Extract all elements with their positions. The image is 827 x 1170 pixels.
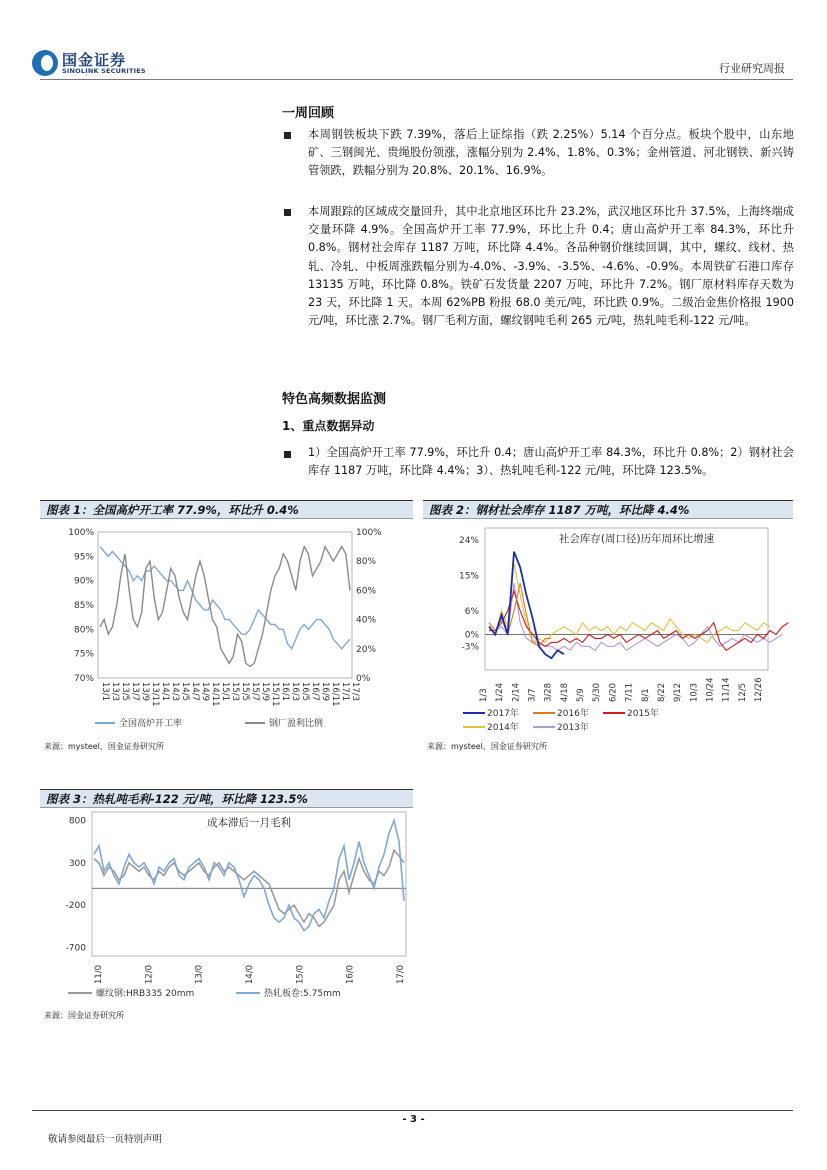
legend-label: 全国高炉开工率 (119, 719, 183, 729)
review-paragraph-2: 本周跟踪的区域成交量回升，其中北京地区环比升 23.2%，武汉地区环比升 37.5%，上海终端成交量环降 4.9%。全国高炉开工率 77.9%，环比上升 0.4；唐山高炉开工率 84.3%，环比升 0.8%。钢材社会库存 1187 万吨，环比降 4.4%。各品种钢价继续回调，其中，螺纹、线材、热轧、冷轧、中板周涨跌幅分别为-4.0%、-3.9%、-3.5%、-4.6%、-0.9%。本周铁矿石港口库存 13135 万吨，环比降 0.8%。铁矿石发货量 2207 万吨，环比升 7.2%。钢厂原材料库存天数为 23 天，环比降 1 天。本周 62%PB 粉报 68.0 美元/吨，环比跌 0.9%。二级冶金焦价格报 1900 元/吨，环比涨 2.7%。钢厂毛利方面，螺纹钢吨毛利 265 元/吨，热轧吨毛利-122 元/吨。 (308, 205, 794, 328)
legend-label: 2014年 (487, 723, 519, 733)
y-left-tick-label: 80% (73, 625, 94, 636)
y-right-tick-label: 100% (356, 528, 382, 538)
x-tick-label: 1/24 (495, 682, 506, 702)
company-name-en: SINOLINK SECURITIES (62, 67, 146, 75)
x-tick-label: 14/11 (210, 682, 220, 707)
x-tick-label: 17/3 (350, 682, 360, 702)
y-tick-label: 6% (464, 606, 479, 617)
x-tick-label: 15/5 (240, 682, 250, 702)
figure-3-title-bar (40, 789, 413, 808)
x-tick-label: 15/3 (230, 682, 240, 702)
x-tick-label: 13/0 (194, 964, 205, 984)
figure-2-title-bar (423, 500, 793, 519)
x-tick-label: 16/11 (330, 682, 340, 707)
x-tick-label: 13/7 (130, 682, 140, 702)
report-type-label: 行业研究周报 (719, 62, 785, 75)
x-tick-label: 17/0 (396, 964, 406, 984)
x-tick-label: 16/3 (290, 682, 300, 702)
x-tick-label: 14/0 (245, 964, 255, 984)
figure-1-title: 图表 1：全国高炉开工率 77.9%，环比升 0.4% (46, 503, 299, 517)
y-left-tick-label: 85% (73, 601, 94, 611)
x-tick-label: 3/7 (527, 688, 538, 702)
x-tick-label: 5/9 (576, 688, 587, 702)
y-right-tick-label: 20% (356, 644, 377, 655)
x-tick-label: 9/12 (673, 682, 684, 702)
review-paragraph-1: 本周钢铁板块下跌 7.39%，落后上证综指（跌 2.25%）5.14 个百分点。板块个股中，山东地矿、三钢闽光、贵绳股份领涨，涨幅分别为 2.4%、1.8%、0.3%；金州管道、河北钢铁、新兴铸管领跌，跌幅分别为 20.8%、20.1%、16.9%。 (308, 128, 794, 178)
x-tick-label: 14/9 (200, 682, 210, 702)
x-tick-label: 13/11 (150, 682, 160, 707)
x-tick-label: 12/5 (737, 682, 748, 702)
y-tick-label: 15% (458, 571, 479, 582)
bullet-icon (284, 132, 291, 139)
legend-label: 钢厂盈利比例 (269, 719, 324, 729)
y-tick-label: 0% (464, 630, 479, 641)
legend-label: 2015年 (627, 709, 659, 719)
legend-label: 2016年 (557, 709, 589, 719)
x-tick-label: 17/1 (340, 682, 350, 702)
x-tick-label: 16/7 (310, 682, 320, 702)
x-tick-label: 14/3 (170, 682, 180, 702)
x-tick-label: 13/3 (110, 682, 120, 702)
x-tick-label: 14/5 (180, 682, 190, 702)
x-tick-label: 13/9 (140, 682, 150, 702)
chart-title: 成本滞后一月毛利 (207, 817, 291, 829)
x-tick-label: 16/5 (300, 682, 310, 702)
section-title-weekly-review: 一周回顾 (282, 106, 335, 121)
y-left-tick-label: 70% (73, 674, 94, 684)
y-left-tick-label: 95% (73, 552, 94, 563)
figure-1-chart (40, 520, 413, 735)
chart-title: 社会库存(周口径)历年周环比增速 (558, 533, 715, 545)
x-tick-label: 13/1 (100, 682, 110, 702)
legend-label: 2013年 (557, 723, 589, 733)
x-tick-label: 11/14 (721, 677, 732, 702)
figure-1-title-bar (40, 500, 413, 519)
figure-3-title: 图表 3：热轧吨毛利-122 元/吨，环比降 123.5% (46, 792, 308, 806)
x-tick-label: 16/1 (280, 682, 290, 702)
y-left-tick-label: 100% (68, 528, 94, 538)
x-tick-label: 6/20 (608, 682, 619, 702)
x-tick-label: 16/9 (320, 682, 330, 702)
y-tick-label: 24% (458, 535, 479, 546)
x-tick-label: 15/9 (260, 682, 270, 702)
x-tick-label: 12/0 (144, 964, 155, 984)
x-tick-label: 16/0 (345, 964, 356, 984)
y-tick-label: 300 (68, 858, 86, 869)
figure-3-chart (40, 808, 413, 1006)
y-tick-label: 800 (68, 816, 86, 827)
header-divider (40, 79, 793, 80)
figure-2-source: 来源：mysteel、国金证券研究所 (427, 742, 547, 751)
x-tick-label: 4/18 (559, 682, 570, 702)
y-right-tick-label: 60% (356, 586, 377, 597)
x-tick-label: 5/30 (592, 682, 603, 702)
page-number: - 3 - (402, 1114, 425, 1125)
y-tick-label: -3% (461, 642, 479, 653)
legend-label: 2017年 (487, 709, 519, 719)
y-right-tick-label: 40% (356, 615, 377, 626)
x-tick-label: 15/1 (220, 682, 230, 702)
x-tick-label: 12/26 (754, 677, 764, 702)
x-tick-label: 15/7 (250, 682, 260, 702)
footer-divider (32, 1110, 793, 1111)
figure-2-title: 图表 2：钢材社会库存 1187 万吨，环比降 4.4% (429, 503, 690, 517)
figure-2-chart (423, 520, 793, 735)
y-left-tick-label: 90% (73, 576, 94, 587)
x-tick-label: 11/0 (94, 964, 104, 984)
legend-label: 螺纹钢:HRB335 20mm (96, 989, 195, 999)
y-right-tick-label: 80% (356, 557, 377, 568)
y-left-tick-label: 75% (73, 649, 94, 660)
x-tick-label: 10/3 (689, 682, 700, 702)
x-tick-label: 1/3 (479, 688, 489, 702)
disclaimer-note: 敬请参阅最后一页特别声明 (48, 1134, 163, 1145)
monitor-paragraph: 1）全国高炉开工率 77.9%，环比升 0.4；唐山高炉开工率 84.3%，环比升 0.8%；2）钢材社会库存 1187 万吨，环比降 4.4%；3）、热轧吨毛利-122 元/吨，环比降 123.5%。 (308, 446, 794, 478)
x-tick-label: 14/1 (160, 682, 170, 702)
company-logo-icon (32, 50, 58, 76)
legend-label: 热轧板卷:5.75mm (264, 989, 341, 999)
company-name-cn: 国金证券 (62, 51, 127, 69)
x-tick-label: 8/22 (656, 682, 667, 702)
subsection-title: 1、重点数据异动 (282, 419, 375, 433)
x-tick-label: 8/1 (640, 688, 651, 702)
y-tick-label: -200 (65, 901, 86, 912)
figure-1-source: 来源：mysteel、国金证券研究所 (44, 742, 164, 751)
x-tick-label: 3/28 (543, 682, 554, 702)
x-tick-label: 2/14 (511, 682, 522, 702)
y-right-tick-label: 0% (356, 674, 371, 684)
y-tick-label: -700 (65, 943, 86, 954)
x-tick-label: 15/0 (295, 964, 306, 984)
x-tick-label: 13/5 (120, 682, 130, 702)
section-title-monitoring: 特色高频数据监测 (282, 392, 387, 407)
bullet-icon (284, 209, 291, 216)
bullet-icon (284, 451, 291, 458)
figure-3-source: 来源：国金证券研究所 (44, 1011, 124, 1020)
x-tick-label: 7/11 (624, 682, 635, 702)
x-tick-label: 14/7 (190, 682, 200, 702)
x-tick-label: 10/24 (705, 677, 716, 702)
x-tick-label: 15/11 (270, 682, 280, 707)
